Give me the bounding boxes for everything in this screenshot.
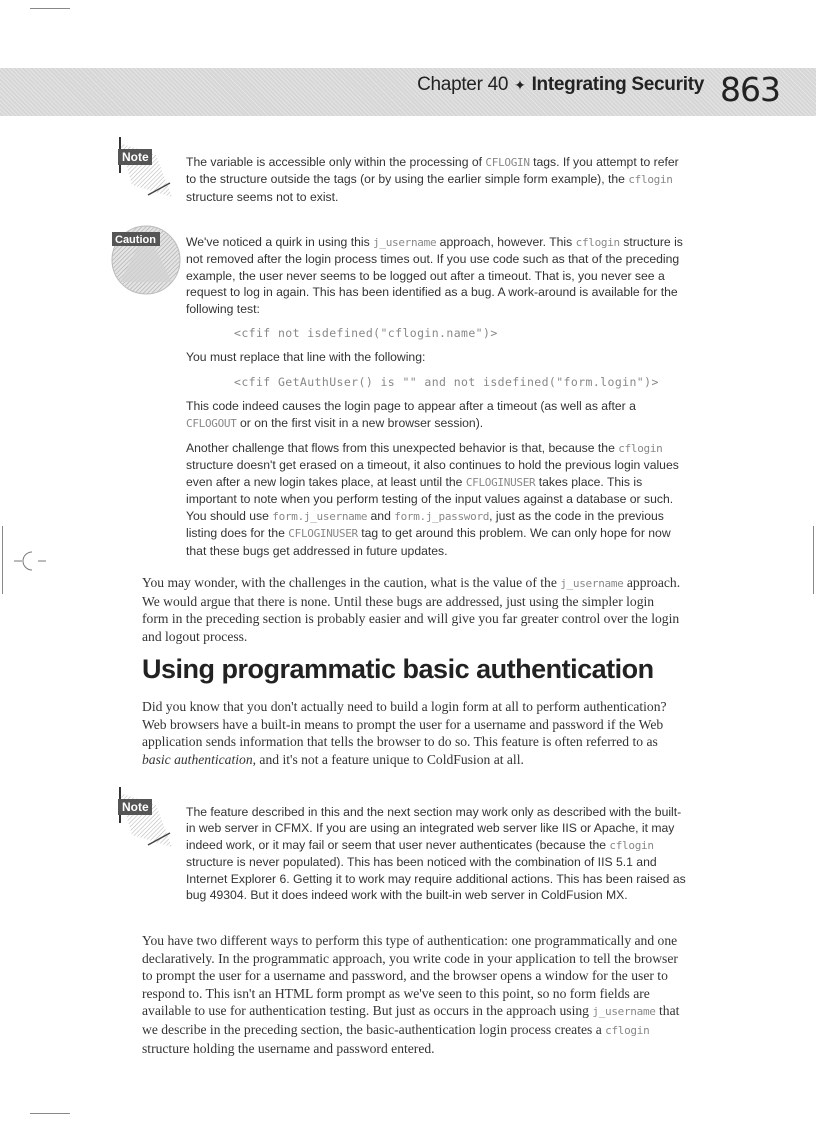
separator-icon: ✦ — [514, 77, 526, 93]
body-paragraph-1: You may wonder, with the challenges in the caution, what is the value of the j_username approach. We would argue that there is none. Until these bugs are addressed, just using the simpler login form in the preceding section is probably easier and will give you far greater control over the login and logout process. — [142, 575, 681, 644]
caution-text — [186, 234, 688, 567]
chapter-title: Integrating Security — [531, 74, 704, 95]
caution-paragraph-3: This code indeed causes the login page to appear after a timeout (as well as after a CFLOGOUT or on the first visit in a new browser session). — [186, 399, 636, 430]
side-rule-left — [2, 526, 3, 594]
code-snippet-1: <cfif not isdefined("cflogin.name")> — [234, 326, 498, 341]
section-heading: Using programmatic basic authentication — [142, 654, 654, 684]
body-paragraph-2: Did you know that you don't actually need to build a login form at all to perform authentication? Web browsers have a built-in means to prompt the user for a username and password if the Web application sends information that tells the browser to do so. This feature is often referred to as basic authentication, and it's not a feature unique to ColdFusion at all. — [142, 699, 667, 767]
code-snippet-2: <cfif GetAuthUser() is "" and not isdefined("form.login")> — [234, 374, 659, 389]
note-text-1: The variable is accessible only within the processing of CFLOGIN tags. If you attempt to refer to the structure outside the tags (or by using the earlier simple form example), the cflogin structure seems not to exist. — [186, 155, 679, 204]
body-paragraph-3: You have two different ways to perform this type of authentication: one programmatically and one declaratively. In the programmatic approach, you write code in your application to tell the browser to prompt the user for a username and password, and the browser opens a window for the user to respond to. This isn't an HTML form prompt as we've seen to this point, so no form fields are available to use for authentication testing. But just as occurs in the approach using j_username that we describe in the preceding section, the basic-authentication login process creates a cflogin structure holding the username and password entered. — [142, 933, 680, 1056]
caution-paragraph-1: We've noticed a quirk in using this j_username approach, however. This cflogin structure is not removed after the login process times out. If you use code such as that of the preceding example, the user never seems to be logged out after a timeout. That is, you never see a request to log in again. This has been identified as a bug. A work-around is available for the following test: — [186, 235, 683, 316]
side-rule-right — [813, 526, 814, 594]
chapter-number: Chapter 40 — [417, 74, 509, 95]
note-icon — [112, 785, 176, 855]
crop-mark-top-left — [30, 8, 70, 9]
crop-mark-bottom-left — [30, 1113, 70, 1114]
svg-text:Note: Note — [122, 150, 149, 164]
note-icon — [112, 135, 176, 205]
caution-paragraph-4: Another challenge that flows from this unexpected behavior is that, because the cflogin structure doesn't get erased on a timeout, it also continues to hold the previous login values even after a new login takes place, at least until the CFLOGINUSER takes place. This is important to note when you perform testing of the input values against a database or such. You should use form.j_username and form.j_password, just as the code in the previous listing does for the CFLOGINUSER tag to get around this problem. We can only hope for now that these bugs get addressed in future updates. — [186, 441, 679, 558]
running-header — [417, 74, 704, 96]
svg-text:Caution: Caution — [115, 234, 156, 246]
registration-mark-icon — [12, 546, 48, 576]
caution-icon — [108, 222, 184, 298]
page-number: 863 — [720, 70, 780, 109]
note-text-2: The feature described in this and the next section may work only as described with the built-in web server in CFMX. If you are using an integrated web server like IIS or Apache, it may indeed work, or it may fail or seem that user never authenticates (because the cflogin structure is never populated). This has been noticed with the combination of IIS 5.1 and Internet Explorer 6. Getting it to work may require additional actions. This has been raised as bug 49304. But it does indeed work with the built-in web server in ColdFusion MX. — [186, 805, 686, 903]
svg-text:Note: Note — [122, 800, 149, 814]
caution-paragraph-2: You must replace that line with the following: — [186, 350, 426, 365]
